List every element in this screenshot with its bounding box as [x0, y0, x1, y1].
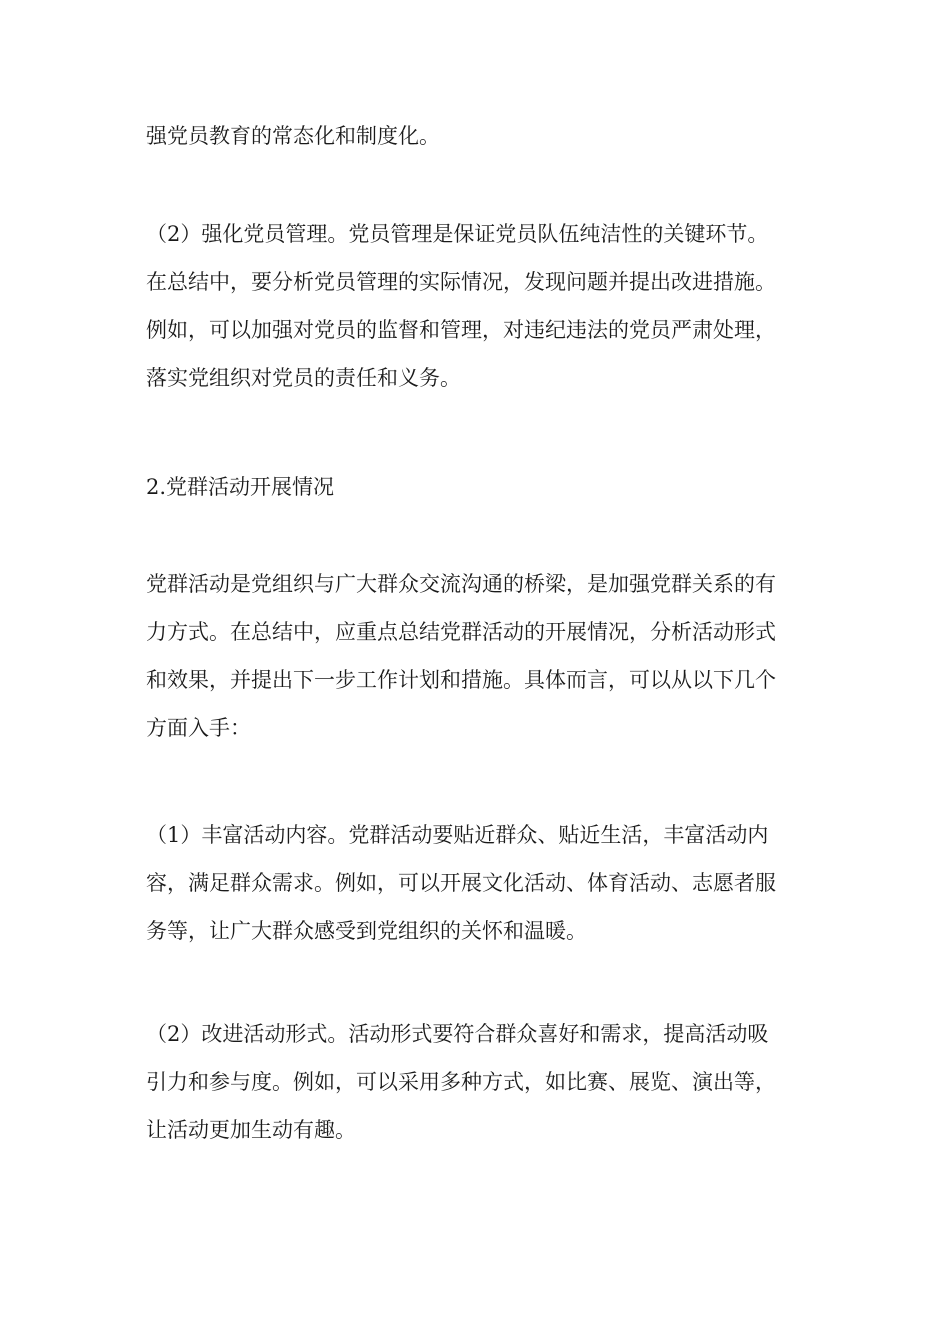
text-line: 党群活动是党组织与广大群众交流沟通的桥梁，是加强党群关系的有 — [146, 572, 776, 596]
text-line: 和效果，并提出下一步工作计划和措施。具体而言，可以从以下几个 — [146, 668, 776, 692]
paragraph-enrich-content — [146, 811, 810, 955]
paragraph-activities-intro — [146, 560, 810, 752]
text-line: 容，满足群众需求。例如，可以开展文化活动、体育活动、志愿者服 — [146, 871, 776, 895]
text-line: 例如，可以加强对党员的监督和管理，对违纪违法的党员严肃处理， — [146, 318, 776, 342]
text-line: 让活动更加生动有趣。 — [146, 1118, 356, 1142]
text-line: 强党员教育的常态化和制度化。 — [146, 124, 440, 148]
text-line: 在总结中，要分析党员管理的实际情况，发现问题并提出改进措施。 — [146, 270, 776, 294]
text-line: 落实党组织对党员的责任和义务。 — [146, 366, 461, 390]
text-line: （1）丰富活动内容。党群活动要贴近群众、贴近生活，丰富活动内 — [146, 823, 769, 847]
text-line: 方面入手： — [146, 716, 251, 740]
section-heading — [146, 463, 334, 511]
text-line: 力方式。在总结中，应重点总结党群活动的开展情况，分析活动形式 — [146, 620, 776, 644]
text-line: （2）强化党员管理。党员管理是保证党员队伍纯洁性的关键环节。 — [146, 222, 769, 246]
paragraph-improve-form — [146, 1010, 810, 1154]
paragraph-member-management — [146, 210, 810, 402]
text-line: （2）改进活动形式。活动形式要符合群众喜好和需求，提高活动吸 — [146, 1022, 769, 1046]
text-line: 务等，让广大群众感受到党组织的关怀和温暖。 — [146, 919, 587, 943]
paragraph-education-continued — [146, 112, 810, 160]
section-heading-text: 2.党群活动开展情况 — [146, 475, 335, 499]
text-line: 引力和参与度。例如，可以采用多种方式，如比赛、展览、演出等， — [146, 1070, 776, 1094]
